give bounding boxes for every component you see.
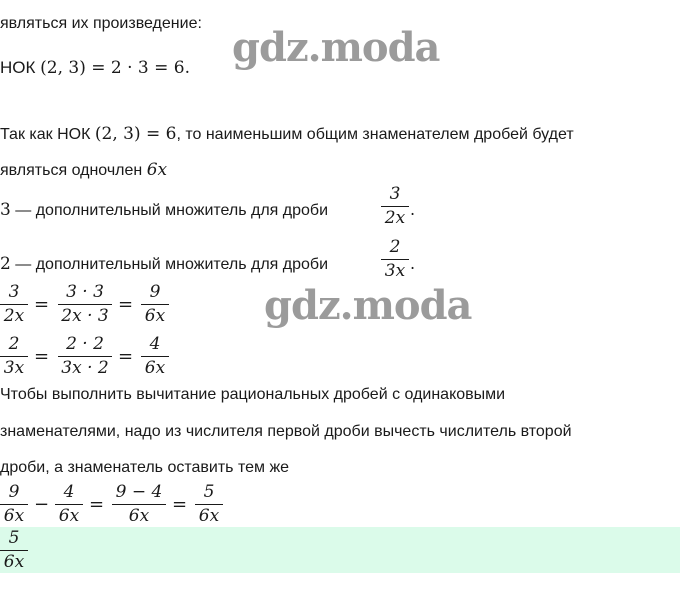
numerator: 9 xyxy=(149,282,161,302)
intro-text: являться их произведение: xyxy=(0,15,202,32)
watermark: gdz.moda xyxy=(264,282,472,329)
denominator: 6x xyxy=(144,306,166,326)
denominator: 2x xyxy=(384,208,406,228)
denominator: 3x xyxy=(3,358,25,378)
denominator: 2x · 3 xyxy=(61,306,109,326)
fraction-bar xyxy=(58,304,112,305)
fraction-bar xyxy=(195,504,223,505)
text-part: — дополнительный множитель для дроби xyxy=(10,256,329,273)
rule-text-1: Чтобы выполнить вычитание рациональных дробей с одинаковыми xyxy=(0,386,506,403)
text-part: — дополнительный множитель для дроби xyxy=(10,202,329,219)
nok-label: НОК xyxy=(57,126,91,143)
period: . xyxy=(410,200,416,219)
denominator: 6x xyxy=(128,506,150,526)
minus-sign: − xyxy=(34,494,50,515)
denominator: 6x xyxy=(144,358,166,378)
fraction-bar xyxy=(0,504,28,505)
denominator: 6x xyxy=(58,506,80,526)
text-part: являться одночлен xyxy=(0,162,147,179)
fraction-bar xyxy=(141,304,169,305)
fraction-bar xyxy=(0,304,28,305)
nok-short: (2, 3) = 6 xyxy=(94,124,177,144)
denominator: 6x xyxy=(3,506,25,526)
fraction-bar xyxy=(0,550,28,551)
numerator: 9 − 4 xyxy=(115,482,163,502)
nok-equation: (2, 3) = 2 · 3 = 6. xyxy=(40,58,191,78)
multiplier-value: 2 xyxy=(0,254,11,274)
rule-text-3: дроби, а знаменатель оставить тем же xyxy=(0,459,290,476)
fraction-bar xyxy=(55,504,83,505)
denominator: 6x xyxy=(3,552,25,572)
common-denominator: 6x xyxy=(146,160,168,180)
text-part: , то наименьшим общим знаменателем дробей будет xyxy=(176,126,574,143)
text-part: Так как xyxy=(0,126,58,143)
rule-text-2: знаменателями, надо из числителя первой дроби вычесть числитель второй xyxy=(0,423,572,440)
numerator: 3 xyxy=(389,184,401,204)
denominator: 2x xyxy=(3,306,25,326)
nok-label: НОК xyxy=(0,58,36,77)
multiplier-line-2 xyxy=(0,254,328,274)
equals-sign: = xyxy=(118,294,134,315)
fraction-bar xyxy=(0,356,28,357)
multiplier-value: 3 xyxy=(0,200,11,220)
equals-sign: = xyxy=(172,494,188,515)
numerator: 5 xyxy=(203,482,215,502)
paragraph-monomial xyxy=(0,160,167,180)
numerator: 4 xyxy=(149,334,161,354)
equals-sign: = xyxy=(34,294,50,315)
answer-highlight xyxy=(0,527,680,573)
fraction-bar xyxy=(141,356,169,357)
numerator: 5 xyxy=(8,528,20,548)
numerator: 2 xyxy=(389,237,401,257)
numerator: 2 · 2 xyxy=(66,334,104,354)
equals-sign: = xyxy=(89,494,105,515)
numerator: 3 · 3 xyxy=(66,282,104,302)
fraction-bar xyxy=(58,356,112,357)
denominator: 3x xyxy=(384,261,406,281)
fraction-bar xyxy=(381,206,409,207)
equals-sign: = xyxy=(118,346,134,367)
numerator: 9 xyxy=(8,482,20,502)
denominator: 3x · 2 xyxy=(61,358,109,378)
paragraph-common-denominator xyxy=(0,124,574,144)
watermark: gdz.moda xyxy=(232,24,440,71)
numerator: 2 xyxy=(8,334,20,354)
period: . xyxy=(410,254,416,273)
numerator: 3 xyxy=(8,282,20,302)
multiplier-line-1 xyxy=(0,200,328,220)
fraction-bar xyxy=(381,259,409,260)
nok-formula xyxy=(0,58,190,78)
equals-sign: = xyxy=(34,346,50,367)
fraction-bar xyxy=(112,504,166,505)
numerator: 4 xyxy=(63,482,75,502)
denominator: 6x xyxy=(198,506,220,526)
